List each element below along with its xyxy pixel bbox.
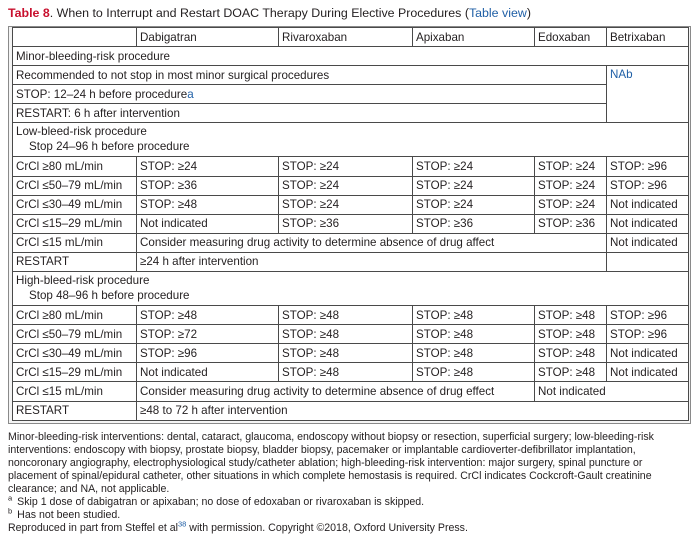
minor-stop-cell: [13, 85, 607, 104]
row-label: CrCl ≤15 mL/min: [13, 382, 137, 401]
rivaroxaban-cell: STOP: ≥48: [279, 344, 413, 363]
low-row-restart: [13, 252, 689, 271]
high-section-cell: [13, 272, 689, 306]
header-row: [13, 28, 689, 47]
rivaroxaban-cell: STOP: ≥48: [279, 363, 413, 382]
row-label: CrCl ≤15–29 mL/min: [13, 214, 137, 233]
apixaban-cell: STOP: ≥48: [413, 325, 535, 344]
footnote-a-text: Skip 1 dose of dabigatran or apixaban; no dose of edoxaban or rivaroxaban is skipped.: [17, 496, 425, 508]
betrixaban-cell: Not indicated: [607, 214, 689, 233]
dabigatran-cell: STOP: ≥48: [137, 195, 279, 214]
minor-recommendation: Recommended to not stop in most minor surgical procedures: [13, 66, 607, 85]
betrixaban-cell: STOP: ≥96: [607, 306, 689, 325]
dabigatran-cell: STOP: ≥96: [137, 344, 279, 363]
rivaroxaban-cell: STOP: ≥36: [279, 214, 413, 233]
minor-na: NA: [610, 68, 627, 82]
row-label: CrCl ≤15–29 mL/min: [13, 363, 137, 382]
high-row-3: [13, 344, 689, 363]
footnote-a-mark: a: [8, 493, 13, 503]
high-restart-text: ≥48 to 72 h after intervention: [137, 401, 689, 420]
minor-restart: RESTART: 6 h after intervention: [13, 104, 607, 123]
low-row-crcl15: [13, 233, 689, 252]
row-label: CrCl ≤15 mL/min: [13, 233, 137, 252]
edoxaban-cell: STOP: ≥36: [535, 214, 607, 233]
high-row-4: [13, 363, 689, 382]
minor-row-1: [13, 66, 689, 85]
betrixaban-cell: Not indicated: [607, 195, 689, 214]
footnote-a: [8, 493, 692, 509]
betrixaban-cell: STOP: ≥96: [607, 325, 689, 344]
low-section-title: Low-bleed-risk procedure: [16, 125, 147, 139]
edoxaban-cell: STOP: ≥48: [535, 306, 607, 325]
dabigatran-cell: STOP: ≥36: [137, 176, 279, 195]
minor-stop: STOP: 12–24 h before procedure: [16, 87, 188, 101]
apixaban-cell: STOP: ≥24: [413, 195, 535, 214]
minor-section-title: Minor-bleeding-risk procedure: [13, 47, 689, 66]
row-label: CrCl ≥80 mL/min: [13, 157, 137, 176]
apixaban-cell: STOP: ≥48: [413, 306, 535, 325]
apixaban-cell: STOP: ≥24: [413, 157, 535, 176]
edoxaban-cell: STOP: ≥24: [535, 176, 607, 195]
edoxaban-cell: STOP: ≥24: [535, 195, 607, 214]
minor-section-row: [13, 47, 689, 66]
definitions-note: Minor-bleeding-risk interventions: dental, cataract, glaucoma, endoscopy without biopsy or resection, superficial surgery; low-bleeding-risk interventions: endoscopy with biopsy, prostate biopsy, bladder biopsy, pacemaker or implantable cardioverter-defibrillator implantation, noncoronary angiography, electrophysiological study/catheter ablation; high-bleeding-risk intervention: major surgery, spinal puncture or placement of spinal/epidural catheter, other situations in which complete hemostasis is required. CrCl indicates Cockcroft-Gault creatinine clearance; and NA, not applicable.: [8, 431, 654, 495]
high-crcl15-not-indicated: Not indicated: [535, 382, 689, 401]
dabigatran-cell: STOP: ≥72: [137, 325, 279, 344]
low-row-2: [13, 176, 689, 195]
row-label: CrCl ≤30–49 mL/min: [13, 195, 137, 214]
edoxaban-cell: STOP: ≥24: [535, 157, 607, 176]
header-edoxaban: Edoxaban: [535, 28, 607, 47]
low-row-3: [13, 195, 689, 214]
rivaroxaban-cell: STOP: ≥24: [279, 195, 413, 214]
apixaban-cell: STOP: ≥36: [413, 214, 535, 233]
table-number: Table 8: [8, 6, 50, 20]
reference-link[interactable]: 38: [178, 519, 187, 529]
table-caption: [8, 6, 531, 21]
rivaroxaban-cell: STOP: ≥48: [279, 306, 413, 325]
row-label: RESTART: [13, 252, 137, 271]
minor-betrixaban-cell: [607, 66, 689, 123]
table-view-link[interactable]: Table view: [468, 6, 527, 20]
edoxaban-cell: STOP: ≥48: [535, 363, 607, 382]
row-label: CrCl ≤50–79 mL/min: [13, 176, 137, 195]
high-section-subtitle: Stop 48–96 h before procedure: [29, 289, 190, 303]
row-label: CrCl ≤50–79 mL/min: [13, 325, 137, 344]
row-label: CrCl ≤30–49 mL/min: [13, 344, 137, 363]
dabigatran-cell: Not indicated: [137, 214, 279, 233]
dabigatran-cell: STOP: ≥24: [137, 157, 279, 176]
reproduction-text: Reproduced in part from Steffel et al: [8, 522, 178, 534]
table-title: . When to Interrupt and Restart DOAC Therapy During Elective Procedures (: [49, 6, 469, 20]
low-row-4: [13, 214, 689, 233]
apixaban-cell: STOP: ≥48: [413, 363, 535, 382]
rivaroxaban-cell: STOP: ≥24: [279, 157, 413, 176]
rivaroxaban-cell: STOP: ≥48: [279, 325, 413, 344]
empty-cell: [607, 252, 689, 271]
low-restart-text: ≥24 h after intervention: [137, 252, 607, 271]
betrixaban-cell: Not indicated: [607, 233, 689, 252]
high-section-title: High-bleed-risk procedure: [16, 274, 150, 288]
high-row-2: [13, 325, 689, 344]
apixaban-cell: STOP: ≥48: [413, 344, 535, 363]
minor-row-3: [13, 104, 689, 123]
doac-table: [12, 27, 689, 421]
header-blank: [13, 28, 137, 47]
header-dabigatran: Dabigatran: [137, 28, 279, 47]
header-rivaroxaban: Rivaroxaban: [279, 28, 413, 47]
betrixaban-cell: STOP: ≥96: [607, 176, 689, 195]
high-row-1: [13, 306, 689, 325]
low-section-row: [13, 123, 689, 157]
low-row-1: [13, 157, 689, 176]
header-apixaban: Apixaban: [413, 28, 535, 47]
low-crcl15-text: Consider measuring drug activity to determine absence of drug affect: [137, 233, 607, 252]
header-betrixaban: Betrixaban: [607, 28, 689, 47]
betrixaban-cell: Not indicated: [607, 344, 689, 363]
footnote-b-text: Has not been studied.: [17, 509, 121, 521]
reproduction-copyright: with permission. Copyright ©2018, Oxford University Press.: [186, 522, 468, 534]
low-section-cell: [13, 123, 689, 157]
high-row-crcl15: [13, 382, 689, 401]
footnote-b: [8, 506, 692, 522]
high-row-restart: [13, 401, 689, 420]
footnote-a-ref[interactable]: a: [187, 87, 194, 101]
rivaroxaban-cell: STOP: ≥24: [279, 176, 413, 195]
footnote-b-ref[interactable]: b: [626, 68, 633, 82]
betrixaban-cell: Not indicated: [607, 363, 689, 382]
footnote-b-mark: b: [8, 506, 13, 516]
table-frame: [8, 26, 691, 424]
betrixaban-cell: STOP: ≥96: [607, 157, 689, 176]
minor-row-2: [13, 85, 689, 104]
reproduction-note: [8, 519, 692, 535]
high-section-row: [13, 272, 689, 306]
dabigatran-cell: STOP: ≥48: [137, 306, 279, 325]
edoxaban-cell: STOP: ≥48: [535, 325, 607, 344]
low-section-subtitle: Stop 24–96 h before procedure: [29, 140, 190, 154]
row-label: RESTART: [13, 401, 137, 420]
caption-close-paren: ): [526, 6, 531, 20]
high-crcl15-text: Consider measuring drug activity to determine absence of drug effect: [137, 382, 535, 401]
dabigatran-cell: Not indicated: [137, 363, 279, 382]
row-label: CrCl ≥80 mL/min: [13, 306, 137, 325]
edoxaban-cell: STOP: ≥48: [535, 344, 607, 363]
table-notes: [8, 431, 692, 535]
apixaban-cell: STOP: ≥24: [413, 176, 535, 195]
